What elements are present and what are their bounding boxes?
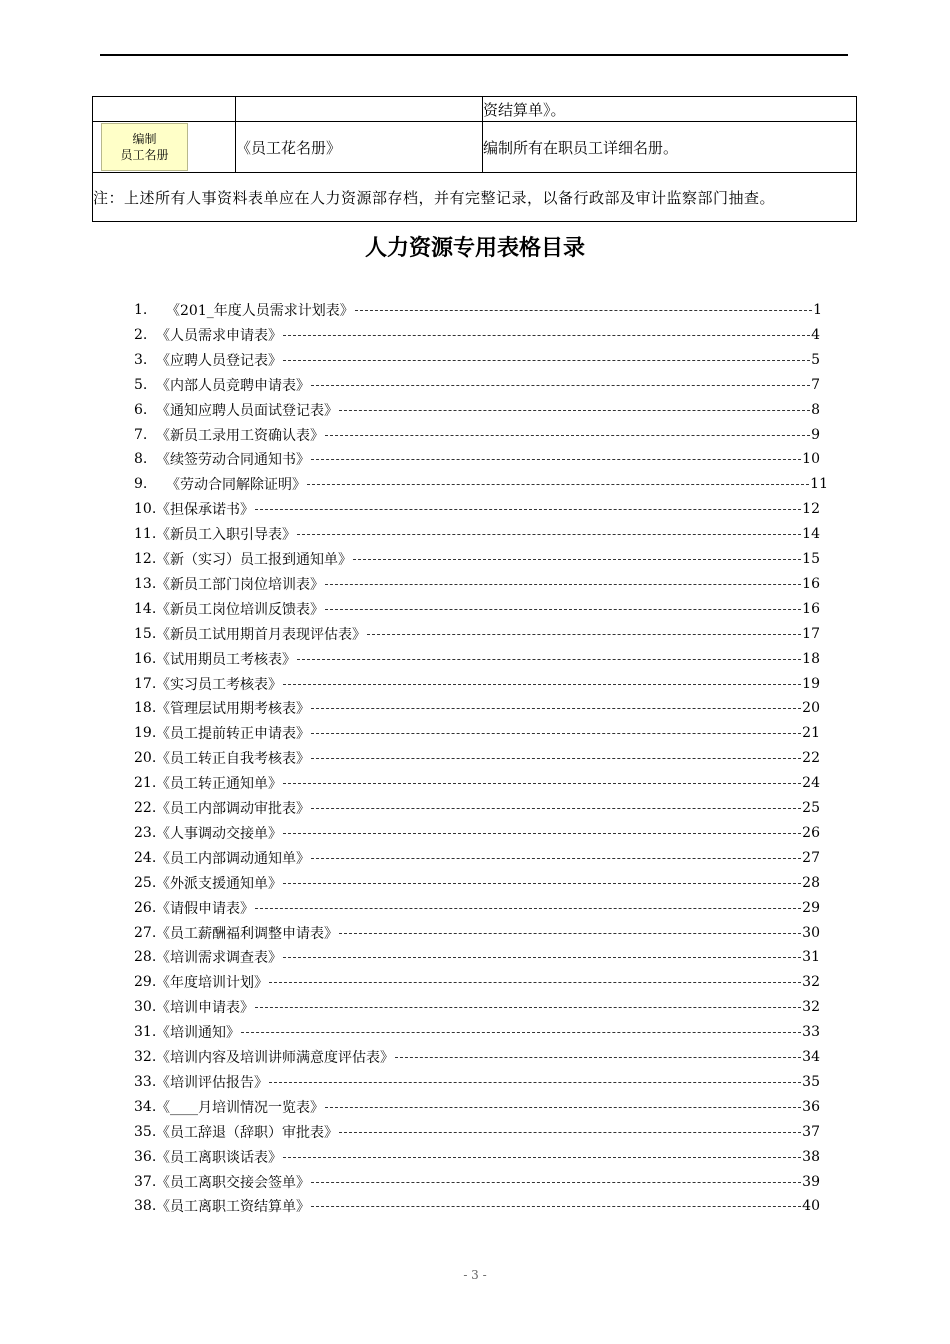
toc-leader-line [339, 1131, 801, 1133]
toc-leader-line [283, 882, 801, 884]
toc-leader-line [283, 359, 810, 361]
toc-item-number: 5. [134, 376, 148, 393]
toc-item-number: 16. [134, 650, 157, 667]
toc-leader-line [325, 1106, 801, 1108]
toc-leader-line [283, 683, 801, 685]
toc-item-title: 《外派支援通知单》 [156, 875, 282, 892]
table-cell [93, 122, 236, 173]
toc-item-title: 《员工薪酬福利调整申请表》 [156, 925, 338, 942]
toc-item-title: 《员工转正自我考核表》 [156, 751, 310, 768]
toc-leader-line [283, 334, 810, 336]
toc-item-number: 19. [134, 725, 157, 742]
toc-item-page: 1 [813, 302, 822, 318]
toc-item[interactable] [134, 597, 820, 621]
toc-item-page: 40 [802, 1198, 820, 1215]
toc-item-page: 19 [802, 675, 820, 692]
toc-leader-line [311, 757, 801, 759]
toc-item[interactable] [134, 970, 820, 994]
toc-leader-line [311, 707, 801, 709]
toc-item-title: 《员工内部调动审批表》 [156, 801, 310, 817]
toc-item[interactable] [134, 472, 828, 496]
toc-leader-line [339, 932, 801, 934]
toc-item[interactable] [134, 373, 820, 397]
toc-leader-line [353, 558, 801, 560]
toc-item-number: 35. [134, 1123, 157, 1140]
toc-item[interactable] [134, 721, 820, 745]
toc-item[interactable] [134, 871, 820, 895]
toc-item-title: 《通知应聘人员面试登记表》 [156, 402, 338, 419]
toc-item[interactable] [134, 995, 820, 1019]
toc-leader-line [307, 483, 809, 485]
toc-leader-line [311, 732, 801, 734]
toc-item-title: 《实习员工考核表》 [156, 676, 282, 693]
toc-item[interactable] [134, 846, 820, 870]
toc-item-page: 32 [802, 999, 820, 1016]
toc-leader-line [269, 1081, 801, 1083]
toc-item[interactable] [134, 796, 820, 820]
toc-leader-line [283, 956, 801, 958]
toc-item-title: 《内部人员竞聘申请表》 [156, 377, 310, 394]
toc-item-title: 《人员需求申请表》 [156, 327, 282, 344]
toc-item-page: 29 [802, 899, 820, 916]
toc-item-title: 《新员工试用期首月表现评估表》 [156, 626, 366, 643]
toc-item-number: 12. [134, 551, 157, 567]
toc-item-page: 30 [802, 924, 820, 941]
toc-item-title: 《培训申请表》 [156, 1000, 254, 1017]
toc-item-number: 15. [134, 625, 157, 642]
toc-item-number: 8. [134, 451, 148, 468]
toc-item[interactable] [134, 497, 820, 521]
toc-leader-line [311, 1205, 801, 1207]
toc-item-title: 《员工转正通知单》 [156, 776, 282, 793]
toc-item[interactable] [134, 746, 820, 770]
toc-item-title: 《培训评估报告》 [156, 1074, 268, 1091]
table-cell [236, 97, 483, 122]
toc-item-number: 24. [134, 849, 157, 866]
toc-leader-line [311, 807, 801, 809]
table-row [93, 173, 857, 222]
toc-item-number: 10. [134, 501, 157, 518]
toc-leader-line [311, 857, 801, 859]
toc-item-page: 16 [802, 600, 820, 617]
toc-item-page: 12 [802, 501, 820, 518]
toc-item-number: 26. [134, 899, 157, 916]
toc-item-number: 32. [134, 1049, 157, 1065]
toc-item-number: 3. [134, 351, 148, 368]
toc-leader-line [241, 1031, 801, 1033]
toc-item-number: 1. [134, 302, 148, 318]
toc-item[interactable] [134, 896, 820, 920]
toc-item-title: 《新（实习）员工报到通知单》 [156, 552, 352, 568]
toc-item[interactable] [134, 547, 820, 571]
toc-item-number: 21. [134, 775, 157, 792]
table-cell [93, 97, 236, 122]
table-row [93, 97, 857, 122]
toc-item[interactable] [134, 298, 822, 322]
toc-item[interactable] [134, 647, 820, 671]
toc-item-page: 11 [810, 476, 828, 493]
toc-item-title: 《续签劳动合同通知书》 [156, 452, 310, 469]
toc-item-title: 《人事调动交接单》 [156, 825, 282, 842]
toc-item[interactable] [134, 672, 820, 696]
toc-item[interactable] [134, 348, 820, 372]
toc-item-number: 29. [134, 974, 157, 991]
toc-item-page: 39 [802, 1173, 820, 1190]
toc-item-number: 13. [134, 575, 157, 592]
toc-item-title: 《员工离职工资结算单》 [156, 1199, 310, 1216]
toc-item[interactable] [134, 522, 820, 546]
toc-item-title: 《新员工入职引导表》 [156, 527, 296, 544]
toc-item-number: 6. [134, 401, 148, 418]
toc-item-page: 21 [802, 725, 820, 742]
toc-item[interactable] [134, 1120, 820, 1144]
toc-leader-line [311, 384, 810, 386]
toc-item-number: 33. [134, 1073, 157, 1090]
toc-item-page: 10 [802, 451, 820, 468]
table-cell: 《员工花名册》 [236, 122, 483, 173]
toc-item-page: 17 [802, 625, 820, 642]
toc-item-title: 《新员工录用工资确认表》 [156, 427, 324, 444]
toc-leader-line [395, 1056, 801, 1058]
toc-item[interactable] [134, 771, 820, 795]
toc-item-page: 32 [802, 974, 820, 991]
toc-item-title: 《培训需求调查表》 [156, 950, 282, 967]
toc-item-page: 4 [811, 326, 820, 343]
toc-leader-line [297, 658, 801, 660]
toc-item-page: 36 [802, 1098, 820, 1115]
toc-item-page: 9 [811, 426, 820, 443]
toc-item[interactable] [134, 622, 820, 646]
toc-item-number: 9. [134, 476, 148, 493]
header-rule [100, 54, 848, 56]
toc-leader-line [255, 907, 801, 909]
toc-item-title: 《____月培训情况一览表》 [156, 1099, 324, 1116]
toc-item-title: 《员工离职谈话表》 [156, 1149, 282, 1166]
toc-item-page: 25 [802, 800, 820, 816]
toc-item[interactable] [134, 1145, 820, 1169]
toc-item-number: 23. [134, 824, 157, 841]
toc-item-title: 《新员工部门岗位培训表》 [156, 576, 324, 593]
toc-item-page: 18 [802, 650, 820, 667]
flow-step-label: 编制 [132, 132, 157, 146]
toc-item-title: 《员工辞退（辞职）审批表》 [156, 1124, 338, 1141]
toc-leader-line [325, 434, 810, 436]
toc-item-number: 14. [134, 600, 157, 617]
toc-item-title: 《201_年度人员需求计划表》 [166, 303, 354, 319]
toc-item-page: 27 [802, 849, 820, 866]
toc-item[interactable] [134, 921, 820, 945]
toc-item[interactable] [134, 423, 820, 447]
toc-item[interactable] [134, 1170, 820, 1194]
toc-item-page: 8 [811, 401, 820, 418]
toc-item-title: 《新员工岗位培训反馈表》 [156, 601, 324, 618]
flow-step-label: 员工名册 [120, 148, 169, 162]
toc-item-number: 38. [134, 1198, 157, 1215]
table-row [93, 122, 857, 173]
toc-item-page: 31 [802, 949, 820, 966]
toc-item-page: 37 [802, 1123, 820, 1140]
toc-item-number: 25. [134, 874, 157, 891]
page-number: - 3 - [463, 1268, 487, 1282]
toc-item-page: 15 [802, 551, 820, 567]
toc-item[interactable] [134, 398, 820, 422]
toc-item-page: 5 [811, 351, 820, 368]
toc-item-number: 22. [134, 800, 157, 816]
toc-item-number: 7. [134, 426, 148, 443]
toc-item-title: 《培训通知》 [156, 1025, 240, 1042]
toc-leader-line [283, 832, 801, 834]
table-cell: 编制所有在职员工详细名册。 [483, 122, 857, 173]
toc-item-page: 34 [802, 1049, 820, 1065]
toc-item-number: 20. [134, 750, 157, 767]
toc-leader-line [355, 309, 812, 311]
toc-item[interactable] [134, 572, 820, 596]
toc-item-title: 《担保承诺书》 [156, 502, 254, 519]
toc-item[interactable] [134, 945, 820, 969]
toc-item-title: 《请假申请表》 [156, 900, 254, 917]
toc-item-title: 《应聘人员登记表》 [156, 352, 282, 369]
table-cell: 资结算单》。 [483, 97, 857, 122]
toc-item[interactable] [134, 1095, 820, 1119]
toc-item-title: 《培训内容及培训讲师满意度评估表》 [156, 1050, 394, 1066]
toc-item-title: 《员工离职交接会签单》 [156, 1174, 310, 1191]
toc-leader-line [311, 1181, 801, 1183]
toc-item-title: 《员工内部调动通知单》 [156, 850, 310, 867]
toc-item-title: 《劳动合同解除证明》 [166, 477, 306, 494]
toc-item-page: 22 [802, 750, 820, 767]
toc-leader-line [255, 508, 801, 510]
toc-item-number: 28. [134, 949, 157, 966]
toc-item-number: 2. [134, 326, 148, 343]
toc-item-page: 26 [802, 824, 820, 841]
table-note: 注：上述所有人事资料表单应在人力资源部存档，并有完整记录，以备行政部及审计监察部门抽查。 [93, 173, 857, 222]
toc-item-page: 38 [802, 1148, 820, 1165]
toc-item-page: 35 [802, 1073, 820, 1090]
toc-item-number: 17. [134, 675, 157, 692]
toc-item[interactable] [134, 696, 820, 720]
toc-leader-line [339, 409, 810, 411]
toc-item-page: 7 [811, 376, 820, 393]
toc-item-page: 14 [802, 526, 820, 543]
toc-item-number: 37. [134, 1173, 157, 1190]
toc-item-page: 16 [802, 575, 820, 592]
toc-item-title: 《员工提前转正申请表》 [156, 726, 310, 743]
toc-item-title: 《试用期员工考核表》 [156, 651, 296, 668]
toc-item-number: 34. [134, 1098, 157, 1115]
toc-item-number: 27. [134, 924, 157, 941]
flow-step-box [101, 123, 188, 171]
toc-item[interactable] [134, 447, 820, 471]
toc-item[interactable] [134, 821, 820, 845]
hr-documents-table [92, 96, 857, 222]
toc-item-page: 33 [802, 1024, 820, 1041]
toc-item-page: 24 [802, 775, 820, 792]
toc-leader-line [325, 583, 801, 585]
toc-leader-line [283, 1156, 801, 1158]
toc-leader-line [269, 981, 801, 983]
toc-item-number: 36. [134, 1148, 157, 1165]
toc-item-number: 30. [134, 999, 157, 1016]
toc-item-title: 《管理层试用期考核表》 [156, 701, 310, 718]
toc-leader-line [367, 633, 801, 635]
toc-leader-line [283, 782, 801, 784]
toc-leader-line [325, 608, 801, 610]
toc-item[interactable] [134, 1020, 820, 1044]
toc-item[interactable] [134, 1045, 820, 1069]
toc-item-page: 20 [802, 700, 820, 717]
page-title: 人力资源专用表格目录 [364, 236, 585, 261]
toc-leader-line [311, 458, 801, 460]
toc-item[interactable] [134, 1070, 820, 1094]
toc-item-number: 11. [134, 526, 157, 543]
toc-leader-line [297, 533, 801, 535]
toc-item[interactable] [134, 323, 820, 347]
toc-item-number: 31. [134, 1024, 157, 1041]
toc-item-number: 18. [134, 700, 157, 717]
toc-item-title: 《年度培训计划》 [156, 975, 268, 992]
toc-item[interactable] [134, 1194, 820, 1218]
toc-leader-line [255, 1006, 801, 1008]
toc-item-page: 28 [802, 874, 820, 891]
